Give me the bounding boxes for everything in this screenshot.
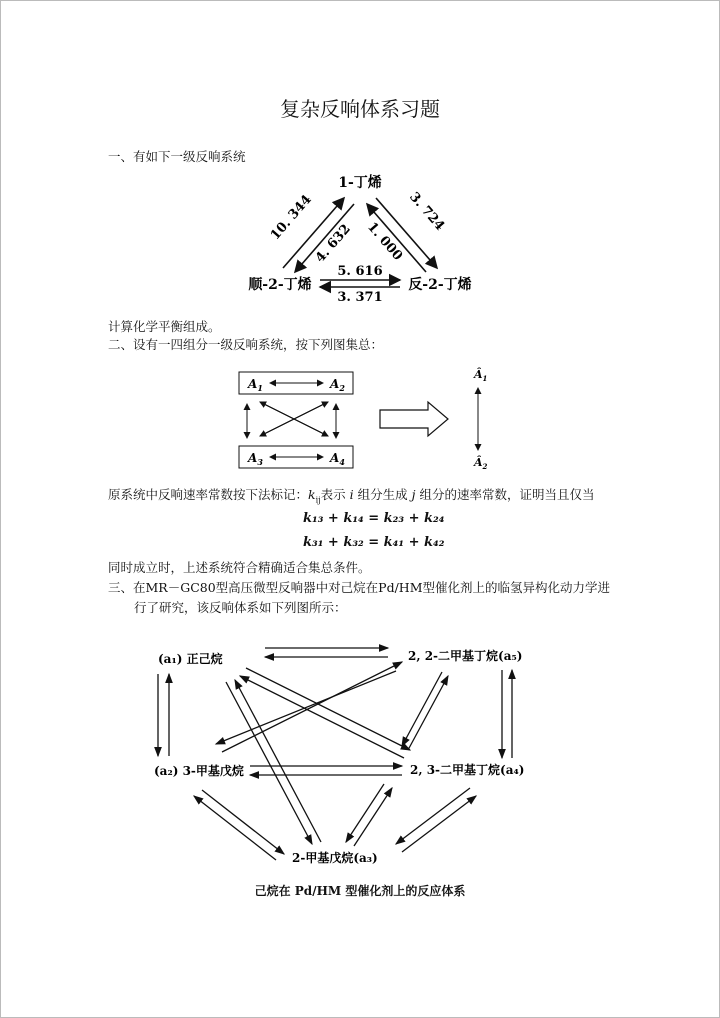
node-a5-22-dimethylbutane: 2, 2-二甲基丁烷(a₅)	[408, 649, 523, 663]
node-a3: $A_3$	[248, 451, 263, 467]
k-cis-to-1: 10. 344	[267, 192, 315, 244]
lumping-arrow	[380, 402, 448, 436]
node-lumped-2: $Â_2$	[474, 456, 488, 471]
node-a2: $A_2$	[330, 377, 345, 393]
q1-reaction-diagram	[230, 168, 490, 308]
node-cis-2-butene: 顺-2-丁烯	[248, 277, 312, 293]
arrow-a4-to-a3-center	[346, 784, 384, 842]
q2-heading: 二、设有一四组分一级反响系统，按下列图集总：	[108, 337, 384, 352]
k-cis-to-trans: 5. 616	[337, 264, 383, 279]
k-1-to-cis: 4. 632	[312, 221, 354, 266]
arrow-a3-to-a4-center	[354, 788, 392, 846]
k-1-to-trans: 3. 724	[406, 189, 448, 234]
q1-heading: 一、有如下一级反响系统	[108, 149, 246, 164]
arrow-a5-to-a2	[216, 671, 396, 744]
k-trans-to-cis: 3. 371	[337, 290, 383, 305]
arrow-a4-to-a3	[396, 788, 470, 844]
node-a2-3-methylpentane: (a₂) 3-甲基戊烷	[154, 764, 244, 778]
node-a3-2-methylpentane: 2-甲基戊烷(a₃)	[292, 851, 378, 865]
arrow-a5-to-a3	[402, 672, 442, 746]
q3-line-1: 三、在MR－GC80型高压微型反响器中对己烷在Pd/HM型催化剂上的临氢异构化动力学进	[108, 580, 610, 595]
q2-lumping-diagram	[230, 362, 500, 474]
q2-rule: 原系统中反响速率常数按下法标记：$k_{ij}$表示 i 组分生成 j 组分的速率常数，证明当且仅当	[108, 487, 595, 505]
node-lumped-1: $Â_1$	[474, 368, 488, 383]
q3-figure-caption: 己烷在 Pd/HM 型催化剂上的反应体系	[254, 884, 466, 898]
node-a4: $A_4$	[330, 451, 345, 467]
equation-2: k₃₁ + k₃₂ = k₄₁ + k₄₂	[303, 535, 445, 550]
q3-line-2: 行了研究，该反响体系如下列图所示：	[134, 600, 347, 615]
arrow-a3-to-a1	[235, 680, 321, 842]
node-a4-23-dimethylbutane: 2, 3-二甲基丁烷(a₄)	[410, 763, 525, 777]
arrow-a3-to-a4	[402, 796, 476, 852]
arrow-a3-to-a2	[194, 796, 276, 860]
equation-1: k₁₃ + k₁₄ = k₂₃ + k₂₄	[303, 511, 445, 526]
node-a1-n-hexane: (a₁) 正己烷	[158, 652, 223, 666]
arrow-a4-to-a1	[240, 676, 404, 758]
page-title: 复杂反响体系习题	[280, 97, 440, 121]
q1-ask: 计算化学平衡组成。	[108, 319, 221, 334]
arrow-a2-to-a3	[202, 790, 284, 854]
arrow-a1-to-a4	[246, 668, 410, 750]
q3-reaction-network	[140, 632, 560, 912]
node-1-butene: 1-丁烯	[338, 175, 382, 191]
node-trans-2-butene: 反-2-丁烯	[408, 277, 472, 293]
arrow-a3-to-a5	[408, 676, 448, 750]
q2-conclusion: 同时成立时，上述系统符合精确适合集总条件。	[108, 560, 371, 575]
node-a1: $A_1$	[248, 377, 263, 393]
k-trans-to-1: 1. 000	[364, 219, 406, 264]
arrow-a1-to-a3	[226, 682, 312, 844]
